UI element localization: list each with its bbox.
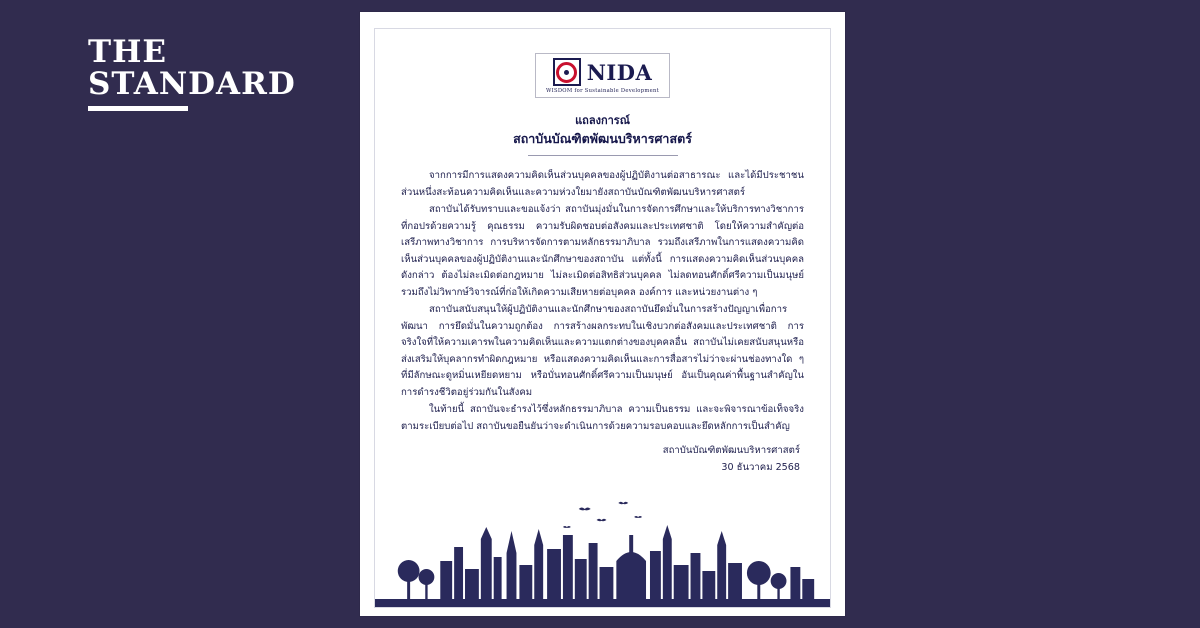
paragraph-4: ในท้ายนี้ สถาบันจะธำรงไว้ซึ่งหลักธรรมาภิบาล ความเป็นธรรม และจะพิจารณาข้อเท็จจริงตามระเบียบต่อไป สถาบันขอยืนยันว่าจะดำเนินการด้วยความรอบคอบและยึดหลักการเป็นสำคัญ — [401, 404, 804, 432]
document-signature — [401, 443, 804, 476]
skyline-illustration — [375, 487, 830, 607]
nida-logo-box — [535, 53, 670, 98]
brand-line-standard: STANDARD — [88, 66, 296, 103]
brand-line-the: THE — [88, 34, 167, 70]
target-icon — [553, 58, 581, 86]
title-divider — [528, 155, 678, 156]
paragraph-2: สถาบันได้รับทราบและขอแจ้งว่า สถาบันมุ่งมั่นในการจัดการศึกษาและให้บริการทางวิชาการที่กอปรด้วยความรู้ คุณธรรม ความรับผิดชอบต่อสังคมและประเทศชาติ โดยให้ความสำคัญต่อเสรีภาพทางวิชาการ การบริหารจัดการตามหลักธรรมาภิบาล รวมถึงเสรีภาพในการแสดงความคิดเห็นส่วนบุคคลของผู้ปฏิบัติงานและนักศึกษาของสถาบัน แต่ทั้งนี้ การแสดงความคิดเห็นส่วนบุคคลดังกล่าว ต้องไม่ละเมิดต่อกฎหมาย ไม่ละเมิดต่อสิทธิส่วนบุคคล ไม่ลดทอนศักดิ์ศรีความเป็นมนุษย์ รวมถึงไม่วิพากษ์วิจารณ์ที่ก่อให้เกิดความเสียหายต่อบุคคล องค์การ และหน่วยงานต่าง ๆ — [401, 204, 804, 298]
signature-date: 30 ธันวาคม 2568 — [721, 461, 800, 473]
signature-organization: สถาบันบัณฑิตพัฒนบริหารศาสตร์ — [662, 445, 800, 457]
document-body — [401, 168, 804, 435]
paragraph-3: สถาบันสนับสนุนให้ผู้ปฏิบัติงานและนักศึกษาของสถาบันยึดมั่นในการสร้างปัญญาเพื่อการพัฒนา การยึดมั่นในความถูกต้อง การสร้างผลกระทบในเชิงบวกต่อสังคมและประเทศชาติ การจริงใจที่ให้ความเคารพในความคิดเห็นและความแตกต่างของบุคคลอื่น สถาบันไม่เคยสนับสนุนหรือส่งเสริมให้บุคลากรทำผิดกฎหมาย หรือแสดงความคิดเห็นและการสื่อสารไม่ว่าจะผ่านช่องทางใด ๆ ที่มีลักษณะดูหมิ่นเหยียดหยาม หรือบั่นทอนศักดิ์ศรีความเป็นมนุษย์ อันเป็นคุณค่าพื้นฐานสำคัญในการดำรงชีวิตอยู่ร่วมกันในสังคม — [401, 304, 804, 398]
statement-document — [360, 12, 845, 616]
nida-logo-tagline: WISDOM for Sustainable Development — [546, 88, 659, 94]
document-title-line2: สถาบันบัณฑิตพัฒนบริหารศาสตร์ — [513, 131, 692, 147]
brand-logo — [88, 36, 298, 111]
nida-logo-row — [553, 58, 653, 86]
nida-logo — [401, 53, 804, 98]
document-content — [401, 47, 804, 476]
document-title — [401, 112, 804, 148]
document-inner-frame — [374, 28, 831, 608]
nida-logo-text: NIDA — [586, 59, 653, 85]
brand-underline — [88, 106, 188, 111]
paragraph-1: จากการมีการแสดงความคิดเห็นส่วนบุคคลของผู้ปฏิบัติงานต่อสาธารณะ และได้มีประชาชนส่วนหนึ่งสะท้อนความคิดเห็นและความห่วงใยมายังสถาบันบัณฑิตพัฒนบริหารศาสตร์ — [401, 170, 804, 198]
document-title-line1: แถลงการณ์ — [575, 114, 630, 127]
